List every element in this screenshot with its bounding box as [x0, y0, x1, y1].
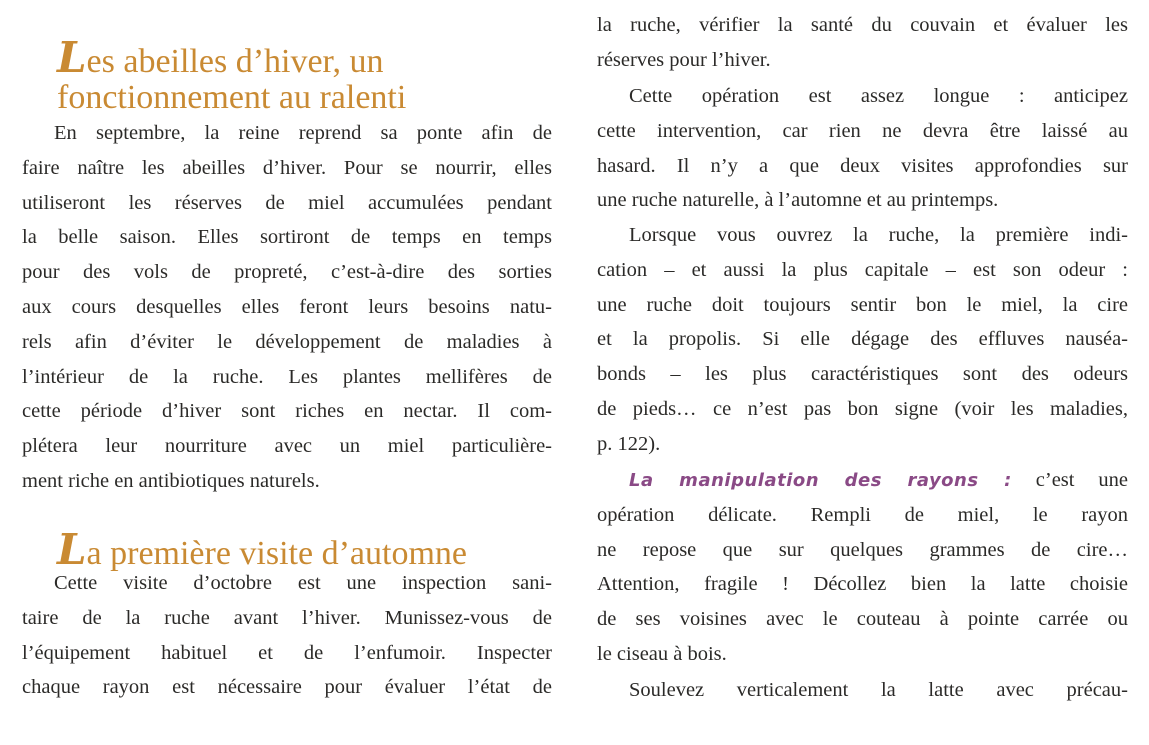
- paragraph-long-operation: [597, 79, 1128, 218]
- paragraph-hive-smell: [597, 218, 1128, 462]
- text-line: taire de la ruche avant l’hiver. Munissez-vous de: [22, 606, 552, 629]
- text-line: En septembre, la reine reprend sa ponte afin de: [54, 122, 552, 144]
- text-line: Lorsque vous ouvrez la ruche, la première indi-: [629, 224, 1128, 246]
- heading-text: a première visite d’automne: [86, 535, 467, 572]
- text-line: cation – et aussi la plus capitale – est son odeur :: [597, 258, 1128, 281]
- text-line: l’intérieur de la ruche. Les plantes mellifères de: [22, 365, 552, 388]
- text-line: bonds – les plus caractéristiques sont des odeurs: [597, 363, 1128, 386]
- paragraph-winter-bees: [22, 116, 552, 499]
- text-line: ment riche en antibiotiques naturels.: [22, 469, 320, 492]
- text-line: la belle saison. Elles sortiront de temps en temps: [22, 226, 552, 249]
- text-line: plétera leur nourriture avec un miel particulière-: [22, 435, 552, 458]
- text-line: réserves pour l’hiver.: [597, 48, 771, 71]
- text-line: et la propolis. Si elle dégage des effluves nauséa-: [597, 328, 1128, 351]
- text-line: pour des vols de propreté, c’est-à-dire des sorties: [22, 261, 552, 284]
- text-line: cette intervention, car rien ne devra être laissé au: [597, 119, 1128, 142]
- section-heading-winter-bees: [57, 33, 552, 116]
- paragraph-frame-handling: [597, 463, 1128, 672]
- heading-dropcap: L: [57, 33, 87, 82]
- text-line: l’équipement habituel et de l’enfumoir. Inspecter: [22, 641, 552, 664]
- text-line: rels afin d’éviter le développement de maladies à: [22, 330, 552, 353]
- text-line: de ses voisines avec le couteau à pointe carrée ou: [597, 608, 1128, 631]
- text-line: la ruche, vérifier la santé du couvain et évaluer les: [597, 14, 1128, 36]
- text-line: Cette visite d’octobre est une inspection sani-: [54, 572, 552, 594]
- text-line: de pieds… ce n’est pas bon signe (voir les maladies,: [597, 397, 1128, 420]
- text-line: une ruche doit toujours sentir bon le miel, la cire: [597, 293, 1128, 316]
- text-line: hasard. Il n’y a que deux visites approfondies sur: [597, 154, 1128, 177]
- text-line: Soulevez verticalement la latte avec précau-: [629, 679, 1128, 701]
- text-line: chaque rayon est nécessaire pour évaluer l’état de: [22, 676, 552, 699]
- text-line: [597, 463, 1128, 498]
- text-fragment: c’est une: [1035, 469, 1129, 491]
- text-line: p. 122).: [597, 432, 661, 455]
- paragraph-lift-frame: [597, 673, 1128, 708]
- paragraph-continued: [597, 8, 1128, 78]
- text-line: Attention, fragile ! Décollez bien la latte choisie: [597, 573, 1128, 596]
- text-line: utiliseront les réserves de miel accumulées pendant: [22, 191, 552, 214]
- text-line: faire naître les abeilles d’hiver. Pour se nourrir, elles: [22, 156, 552, 179]
- paragraph-october-visit: [22, 566, 552, 705]
- text-line: le ciseau à bois.: [597, 642, 727, 665]
- text-line: cette période d’hiver sont riches en nectar. Il com-: [22, 400, 552, 423]
- text-line: Cette opération est assez longue : anticipez: [629, 85, 1128, 107]
- text-line: ne repose que sur quelques grammes de cire…: [597, 538, 1128, 561]
- text-line: une ruche naturelle, à l’automne et au printemps.: [597, 189, 999, 212]
- text-line: aux cours desquelles elles feront leurs besoins natu-: [22, 295, 552, 318]
- run-in-heading: La manipulation des rayons :: [629, 470, 1012, 491]
- heading-dropcap: L: [57, 525, 87, 574]
- text-line: opération délicate. Rempli de miel, le rayon: [597, 503, 1128, 526]
- heading-text: es abeilles d’hiver, un fonctionnement au ralenti: [57, 43, 407, 116]
